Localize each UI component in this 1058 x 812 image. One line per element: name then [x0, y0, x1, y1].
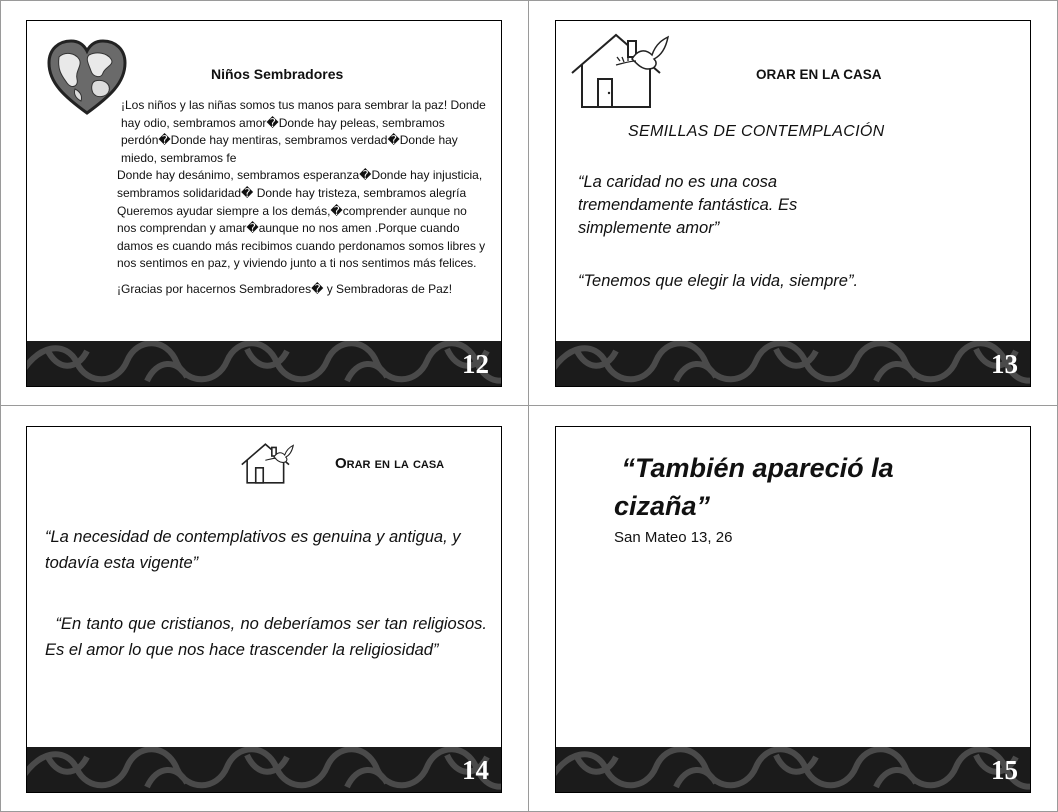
- slide-number: 12: [462, 349, 489, 379]
- slide-13-subtitle: SEMILLAS DE CONTEMPLACIÓN: [628, 123, 885, 140]
- slide-14: [26, 426, 502, 793]
- slide-14-title: Orar en la casa: [335, 455, 445, 472]
- house-dove-icon: [239, 441, 295, 485]
- paragraph-gap: [117, 273, 489, 281]
- slide-14-quote-2: “En tanto que cristianos, no deberíamos ser tan religiosos. Es el amor lo que nos hace trascender la religiosidad”: [45, 615, 492, 659]
- slide-13: [555, 20, 1031, 387]
- house-dove-icon: [568, 29, 670, 111]
- ornamental-band: [556, 747, 1030, 792]
- slide-12-body: [117, 97, 489, 299]
- ornament-pattern: [556, 341, 1030, 386]
- slide-13-title: ORAR EN LA CASA: [756, 67, 882, 82]
- slide-15-reference: San Mateo 13, 26: [614, 529, 733, 546]
- slide-12-paragraph: ¡Gracias por hacernos Sembradores� y Sembradoras de Paz!: [117, 281, 453, 296]
- horizontal-divider: [0, 405, 1058, 406]
- slide-12-paragraph: Donde hay desánimo, sembramos esperanza�Donde hay injusticia, sembramos solidaridad� Donde hay tristeza, sembramos alegría: [117, 168, 483, 200]
- slide-15: [555, 426, 1031, 793]
- ornamental-band: [556, 341, 1030, 386]
- slide-14-quote-1: “La necesidad de contemplativos es genuina y antigua, y todavía esta vigente”: [45, 528, 461, 572]
- slide-15-title: “También apareció la cizaña”: [614, 453, 902, 521]
- vertical-divider: [528, 0, 529, 812]
- ornament-pattern: [556, 747, 1030, 792]
- ornament-pattern: [27, 747, 501, 792]
- ornamental-band: [27, 341, 501, 386]
- ornamental-band: [27, 747, 501, 792]
- slide-number: 14: [462, 755, 489, 785]
- slide-12-title: Niños Sembradores: [211, 66, 344, 82]
- slide-13-quote-2: “Tenemos que elegir la vida, siempre”.: [578, 272, 859, 290]
- slide-number: 15: [991, 755, 1018, 785]
- slide-12-paragraph: ¡Los niños y las niñas somos tus manos para sembrar la paz! Donde hay odio, sembramos amor�Donde hay peleas, sembramos perdón�Donde hay mentiras, sembramos verdad�Donde hay miedo, sembramos fe: [121, 98, 486, 165]
- ornament-pattern: [27, 341, 501, 386]
- slide-number: 13: [991, 349, 1018, 379]
- slide-12: [26, 20, 502, 387]
- slide-12-paragraph: Queremos ayudar siempre a los demás,�comprender aunque no nos comprendan y amar�aunque no nos amen .Porque cuando damos es cuando más recibimos cuando perdonamos somos libres y nos sentimos en paz, y viviendo junto a ti nos sentimos más felices.: [117, 203, 486, 271]
- slide-13-quote-1: “La caridad no es una cosa tremendamente fantástica. Es simplemente amor”: [578, 173, 798, 237]
